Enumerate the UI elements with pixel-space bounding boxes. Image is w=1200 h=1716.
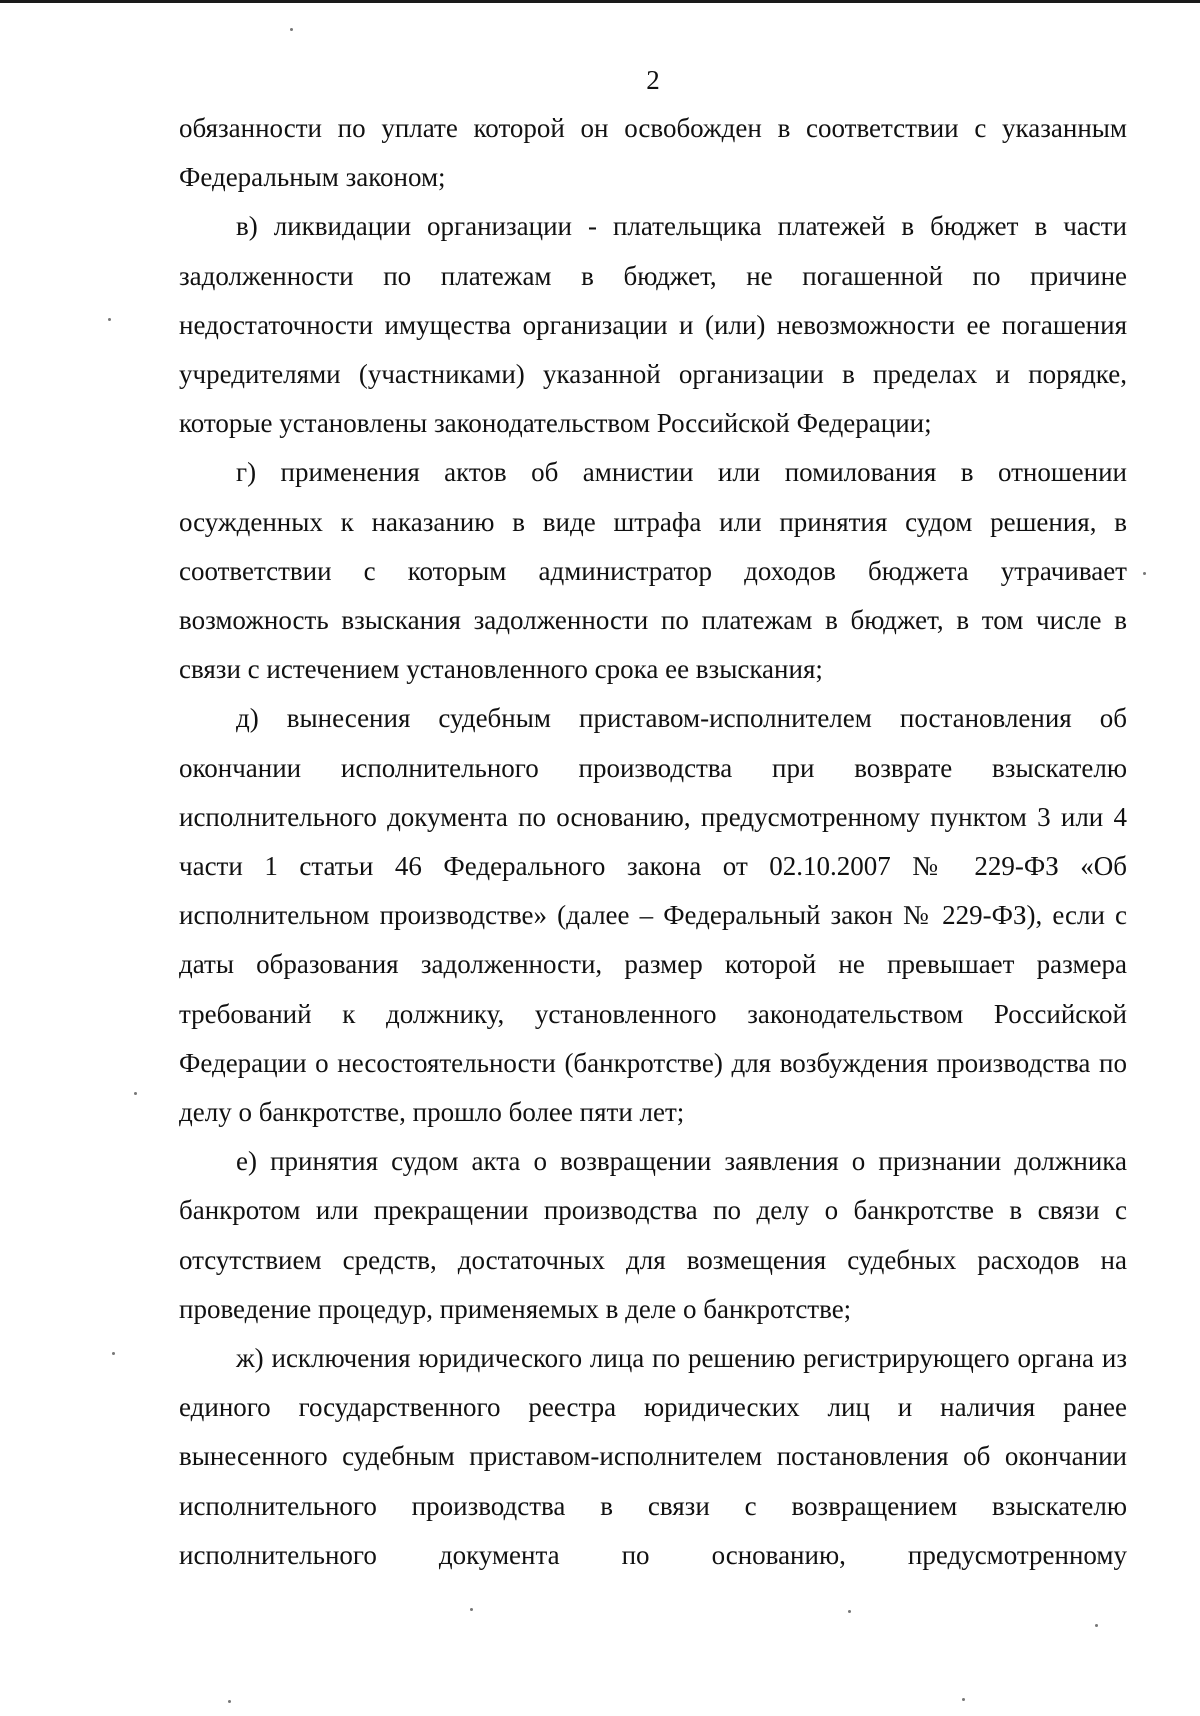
paragraph-item-g: г) применения актов об амнистии или помилования в отношении осужденных к наказанию в виде штрафа или принятия судом решения, в соответствии с которым администратор доходов бюджета утрачивает возможность взыскания задолженности по платежам в бюджет, в том числе в связи с истечением установленного срока ее взыскания; [179,457,1127,685]
paragraph-item-v: в) ликвидации организации - плательщика платежей в бюджет в части задолженности по платежам в бюджет, не погашенной по причине недостаточности имущества организации и (или) невозможности ее погашения учредителями (участниками) указанной организации в пределах и порядке, которые установлены законодательством Российской Федерации; [179,211,1127,439]
scan-speck [134,1092,137,1095]
paragraph-item-zh: ж) исключения юридического лица по решению регистрирующего органа из единого государственного реестра юридических лиц и наличия ранее вынесенного судебным приставом-исполнителем постановления об окончании исполнительного производства в связи с возвращением взыскателю исполнительного документа по основанию, предусмотренному [179,1343,1127,1570]
scan-speck [848,1610,851,1613]
page-number: 2 [646,65,660,95]
scan-top-edge [0,0,1200,3]
scan-speck [290,28,293,31]
paragraph-continuation: обязанности по уплате которой он освобожден в соответствии с указанным Федеральным законом; [179,113,1127,193]
document-body [179,104,1127,1580]
scan-speck [470,1608,473,1611]
paragraph-item-d: д) вынесения судебным приставом-исполнителем постановления об окончании исполнительного производства при возврате взыскателю исполнительного документа по основанию, предусмотренному пунктом 3 или 4 части 1 статьи 46 Федерального закона от 02.10.2007 № 229-ФЗ «Об исполнительном производстве» (далее – Федеральный закон № 229-ФЗ), если с даты образования задолженности, размер которой не превышает размера требований к должнику, установленного законодательством Российской Федерации о несостоятельности (банкротстве) для возбуждения производства по делу о банкротстве, прошло более пяти лет; [179,703,1127,1128]
scan-speck [108,318,111,321]
scan-speck [962,1698,965,1701]
scan-speck [1143,572,1146,575]
scan-speck [112,1352,115,1355]
scan-speck [228,1700,231,1703]
scan-speck [1095,1624,1098,1627]
paragraph-item-e: е) принятия судом акта о возвращении заявления о признании должника банкротом или прекращении производства по делу о банкротстве в связи с отсутствием средств, достаточных для возмещения судебных расходов на проведение процедур, применяемых в деле о банкротстве; [179,1146,1127,1324]
